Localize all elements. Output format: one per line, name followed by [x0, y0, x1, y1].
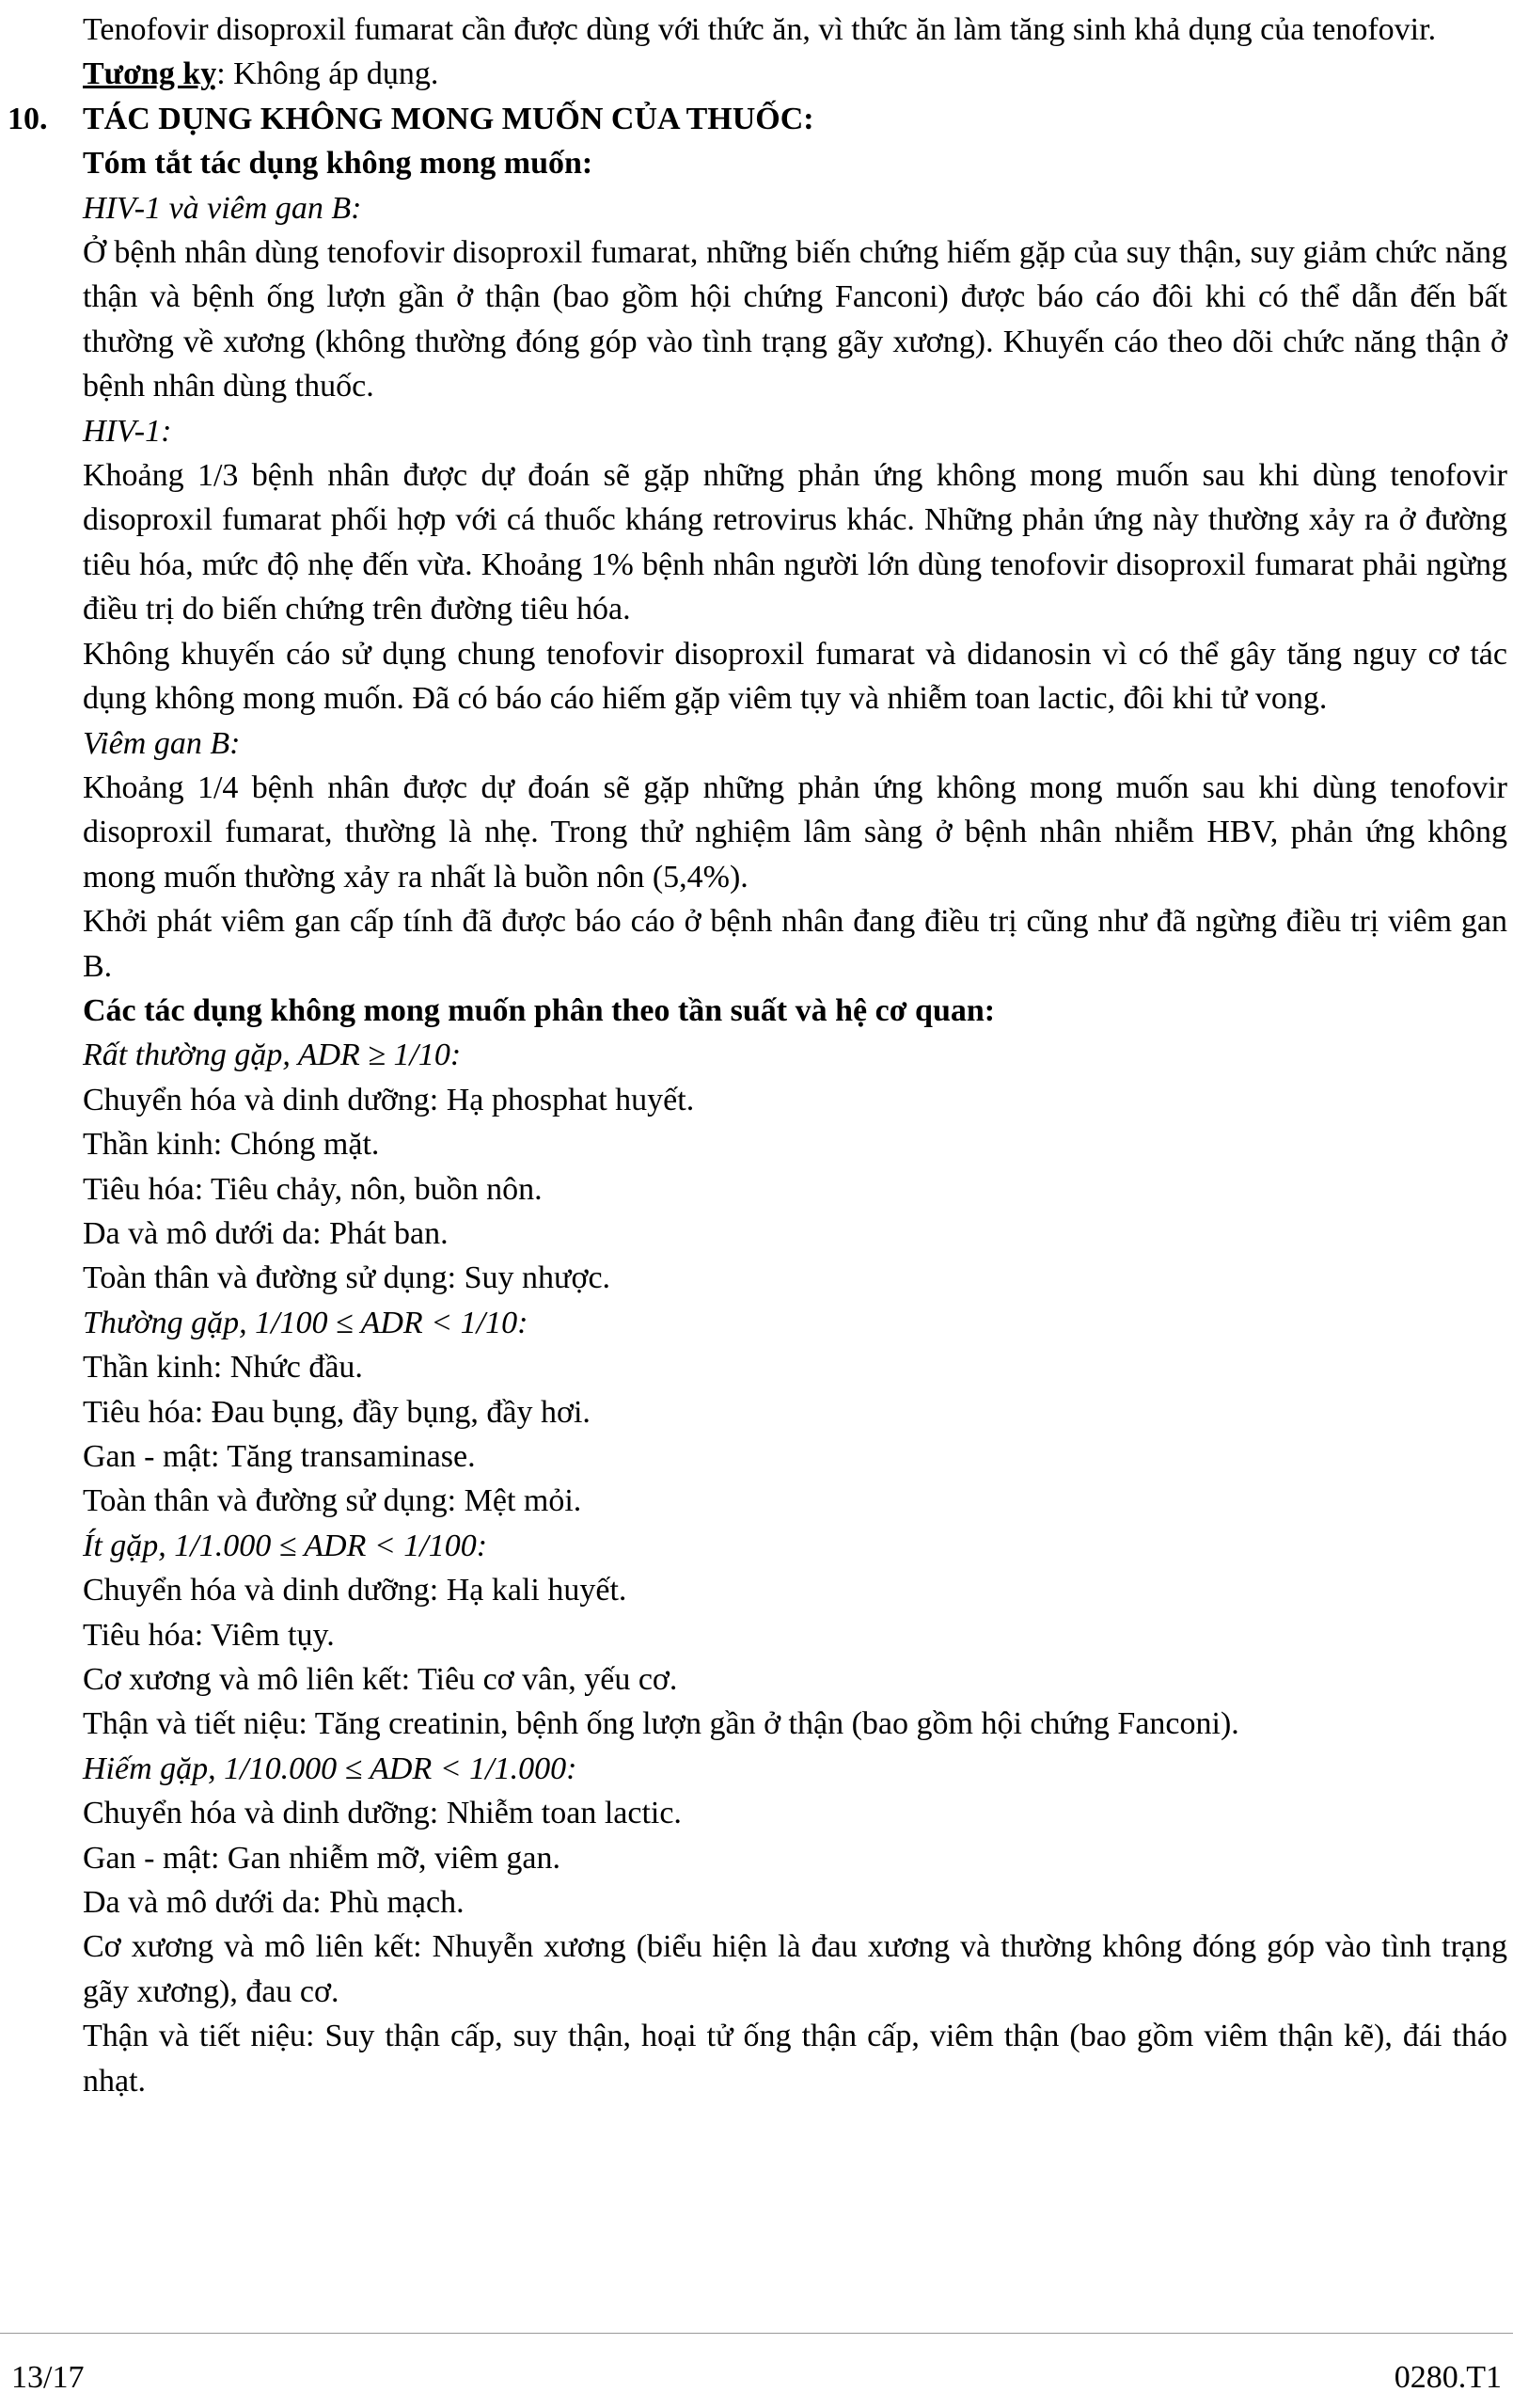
list-item: Chuyển hóa và dinh dưỡng: Hạ phosphat huyết. — [83, 1082, 695, 1117]
list-item: Toàn thân và đường sử dụng: Suy nhược. — [83, 1260, 611, 1296]
hiv-heading: HIV-1: — [83, 413, 172, 449]
footer-divider — [0, 2333, 1513, 2334]
common-heading: Thường gặp, 1/100 ≤ ADR < 1/10: — [83, 1305, 528, 1340]
list-item: Gan - mật: Gan nhiễm mỡ, viêm gan. — [83, 1840, 561, 1876]
document-code: 0280.T1 — [1394, 2360, 1502, 2395]
hiv-hbv-heading: HIV-1 và viêm gan B: — [83, 190, 362, 226]
list-item: Thần kinh: Chóng mặt. — [83, 1127, 380, 1163]
rare-heading: Hiếm gặp, 1/10.000 ≤ ADR < 1/1.000: — [83, 1751, 577, 1786]
frequency-heading: Các tác dụng không mong muốn phân theo tần suất và hệ cơ quan: — [83, 992, 996, 1028]
list-item: Chuyển hóa và dinh dưỡng: Nhiễm toan lactic. — [83, 1796, 682, 1831]
page-number: 13/17 — [11, 2360, 85, 2395]
list-item: Tiêu hóa: Đau bụng, đầy bụng, đầy hơi. — [83, 1394, 591, 1430]
summary-heading: Tóm tắt tác dụng không mong muốn: — [83, 146, 593, 182]
incompatibility-label: Tương kỵ — [83, 56, 217, 92]
page-content — [8, 8, 1507, 2103]
list-item: Cơ xương và mô liên kết: Tiêu cơ vân, yếu cơ. — [83, 1662, 678, 1698]
section-heading — [8, 97, 1507, 141]
list-item: Thận và tiết niệu: Suy thận cấp, suy thận, hoại tử ống thận cấp, viêm thận (bao gồm viêm thận kẽ), đái tháo nhạt. — [83, 2019, 1507, 2099]
list-item: Chuyển hóa và dinh dưỡng: Hạ kali huyết. — [83, 1573, 627, 1608]
list-item: Toàn thân và đường sử dụng: Mệt mỏi. — [83, 1483, 582, 1519]
hiv-paragraph-2: Không khuyến cáo sử dụng chung tenofovir disoproxil fumarat và didanosin vì có thể gây tăng nguy cơ tác dụng không mong muốn. Đã có báo cáo hiếm gặp viêm tụy và nhiễm toan lactic, đôi khi tử vong. — [83, 636, 1507, 717]
list-item: Da và mô dưới da: Phù mạch. — [83, 1885, 465, 1921]
list-item: Da và mô dưới da: Phát ban. — [83, 1215, 449, 1251]
list-item: Thần kinh: Nhức đầu. — [83, 1350, 363, 1386]
list-item: Thận và tiết niệu: Tăng creatinin, bệnh ống lượn gần ở thận (bao gồm hội chứng Fanconi). — [83, 1706, 1239, 1742]
uncommon-heading: Ít gặp, 1/1.000 ≤ ADR < 1/100: — [83, 1528, 488, 1563]
list-item: Cơ xương và mô liên kết: Nhuyễn xương (biểu hiện là đau xương và thường không đóng góp vào tình trạng gãy xương), đau cơ. — [83, 1929, 1507, 2009]
list-item: Gan - mật: Tăng transaminase. — [83, 1439, 476, 1474]
section-title: TÁC DỤNG KHÔNG MONG MUỐN CỦA THUỐC: — [83, 101, 814, 136]
intro-paragraph: Tenofovir disoproxil fumarat cần được dùng với thức ăn, vì thức ăn làm tăng sinh khả dụng của tenofovir. — [83, 12, 1437, 47]
hiv-paragraph-1: Khoảng 1/3 bệnh nhân được dự đoán sẽ gặp những phản ứng không mong muốn sau khi dùng tenofovir disoproxil fumarat phối hợp với cá thuốc kháng retrovirus khác. Những phản ứng này thường xảy ra ở đường tiêu hóa, mức độ nhẹ đến vừa. Khoảng 1% bệnh nhân người lớn dùng tenofovir disoproxil fumarat phải ngừng điều trị do biến chứng trên đường tiêu hóa. — [83, 458, 1507, 627]
hbv-heading: Viêm gan B: — [83, 725, 241, 761]
incompatibility-text: : Không áp dụng. — [216, 56, 439, 92]
hiv-hbv-paragraph: Ở bệnh nhân dùng tenofovir disoproxil fumarat, những biến chứng hiếm gặp của suy thận, suy giảm chức năng thận và bệnh ống lượn gần ở thận (bao gồm hội chứng Fanconi) được báo cáo đôi khi có thể dẫn đến bất thường về xương (không thường đóng góp vào tình trạng gãy xương). Khuyến cáo theo dõi chức năng thận ở bệnh nhân dùng thuốc. — [83, 235, 1507, 404]
hbv-paragraph-1: Khoảng 1/4 bệnh nhân được dự đoán sẽ gặp những phản ứng không mong muốn sau khi dùng tenofovir disoproxil fumarat, thường là nhẹ. Trong thử nghiệm lâm sàng ở bệnh nhân nhiễm HBV, phản ứng không mong muốn thường xảy ra nhất là buồn nôn (5,4%). — [83, 769, 1507, 895]
incompatibility-line — [83, 52, 1507, 96]
list-item: Tiêu hóa: Tiêu chảy, nôn, buồn nôn. — [83, 1171, 543, 1207]
list-item: Tiêu hóa: Viêm tụy. — [83, 1617, 335, 1653]
hbv-paragraph-2: Khởi phát viêm gan cấp tính đã được báo cáo ở bệnh nhân đang điều trị cũng như đã ngừng điều trị viêm gan B. — [83, 904, 1507, 984]
very-common-heading: Rất thường gặp, ADR ≥ 1/10: — [83, 1038, 462, 1073]
section-number: 10. — [8, 101, 48, 136]
